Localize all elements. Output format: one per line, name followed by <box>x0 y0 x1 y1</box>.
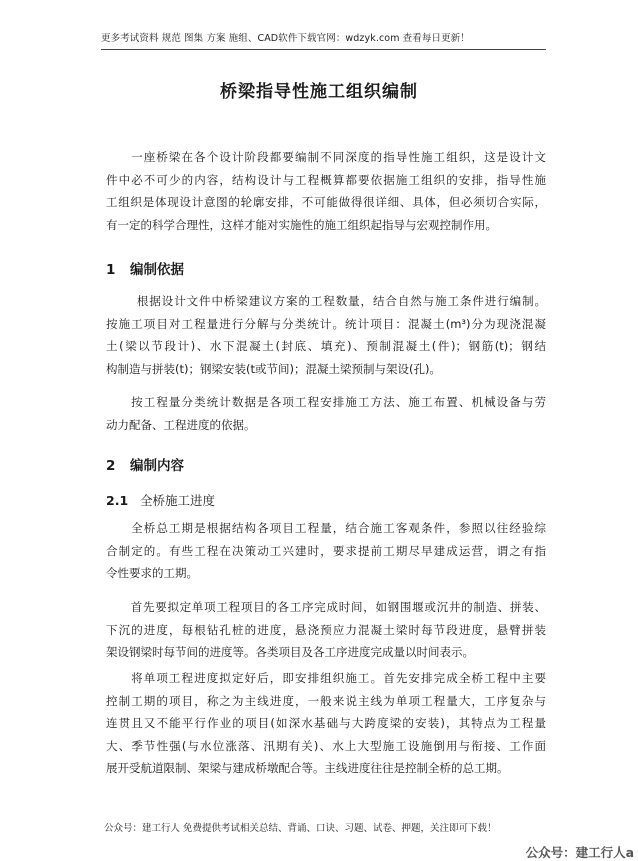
paragraph <box>106 517 546 585</box>
header-divider <box>101 49 546 50</box>
text-line: 连贯且又不能平行作业的项目(如深水基础与大跨度梁的安装)，其特点为工程量 <box>106 716 546 730</box>
paragraph <box>106 667 546 780</box>
text-line: 构制造与拼装(t)；钢梁安装(t或节间)；混凝土梁预制与架设(孔)。 <box>106 361 441 376</box>
section-heading: 2 编制内容 <box>106 458 184 474</box>
text-line: 展开受航道限制、架梁与建成桥墩配合等。主线进度往往是控制全桥的总工期。 <box>106 761 509 775</box>
text-line: 土(梁以节段计)、水下混凝土(封底、填充)、预制混凝土(件)；钢筋(t)；钢结 <box>106 339 546 353</box>
text-line: 按工程量分类统计数据是各项工程安排施工方法、施工布置、机械设备与劳 <box>130 395 546 409</box>
section-heading: 1 编制依据 <box>106 262 184 278</box>
paragraph <box>106 290 546 380</box>
text-line: 架设钢梁时每节间的进度等。各类项目及各工序进度完成量以时间表示。 <box>106 645 474 659</box>
page-header: 更多考试资料 规范 图集 方案 施组、CAD软件下载官网：wdzyk.com 查看每日更新！ <box>101 33 470 44</box>
text-line: 件中必不可少的内容，结构设计与工程概算都要依据施工组织的安排，指导性施 <box>106 172 546 187</box>
intro-paragraph <box>106 146 546 236</box>
text-line: 全桥总工期是根据结构各项目工程量，结合施工客观条件，参照以往经验综 <box>130 521 546 535</box>
text-line: 按施工项目对工程量进行分解与分类统计。统计项目：混凝土(m³)分为现浇混凝 <box>106 316 546 331</box>
document-title: 桥梁指导性施工组织编制 <box>220 82 418 102</box>
text-line: 有一定的科学合理性，这样才能对实施性的施工组织起指导与宏观控制作用。 <box>106 217 497 232</box>
paragraph <box>106 391 546 436</box>
text-line: 下沉的进度，每根钻孔桩的进度，悬浇预应力混凝土梁时每节段进度，悬臂拼装 <box>106 622 546 637</box>
text-line: 首先要拟定单项工程项目的各工序完成时间，如钢围堰或沉井的制造、拼装、 <box>130 600 546 614</box>
text-line: 根据设计文件中桥梁建议方案的工程数量，结合自然与施工条件进行编制。 <box>136 294 546 308</box>
watermark: 公众号：建工行人a <box>525 845 634 860</box>
page-footer: 公众号：建工行人 免费提供考试相关总结、背诵、口诀、习题、试卷、押题，关注即可下载！ <box>104 823 497 834</box>
subsection-heading: 2.1 全桥施工进度 <box>106 493 216 508</box>
text-line: 大、季节性强(与水位涨落、汛期有关)、水上大型施工设施倒用与衔接、工作面 <box>106 738 546 753</box>
text-line: 合制定的。有些工程在决策动工兴建时，要求提前工期尽早建成运营，谓之有指 <box>106 543 546 558</box>
text-line: 一座桥梁在各个设计阶段都要编制不同深度的指导性施工组织，这是设计文 <box>130 150 546 164</box>
text-line: 令性要求的工期。 <box>106 566 198 580</box>
text-line: 将单项工程进度拟定好后，即安排组织施工。首先安排完成全桥工程中主要 <box>130 671 546 685</box>
text-line: 动力配备、工程进度的依据。 <box>106 417 256 432</box>
text-line: 控制工期的项目，称之为主线进度，一般来说主线为单项工程量大，工序复杂与 <box>106 693 546 708</box>
paragraph <box>106 596 546 664</box>
text-line: 工组织是体现设计意图的轮廓安排，不可能做得很详细、具体，但必须切合实际， <box>106 195 546 209</box>
